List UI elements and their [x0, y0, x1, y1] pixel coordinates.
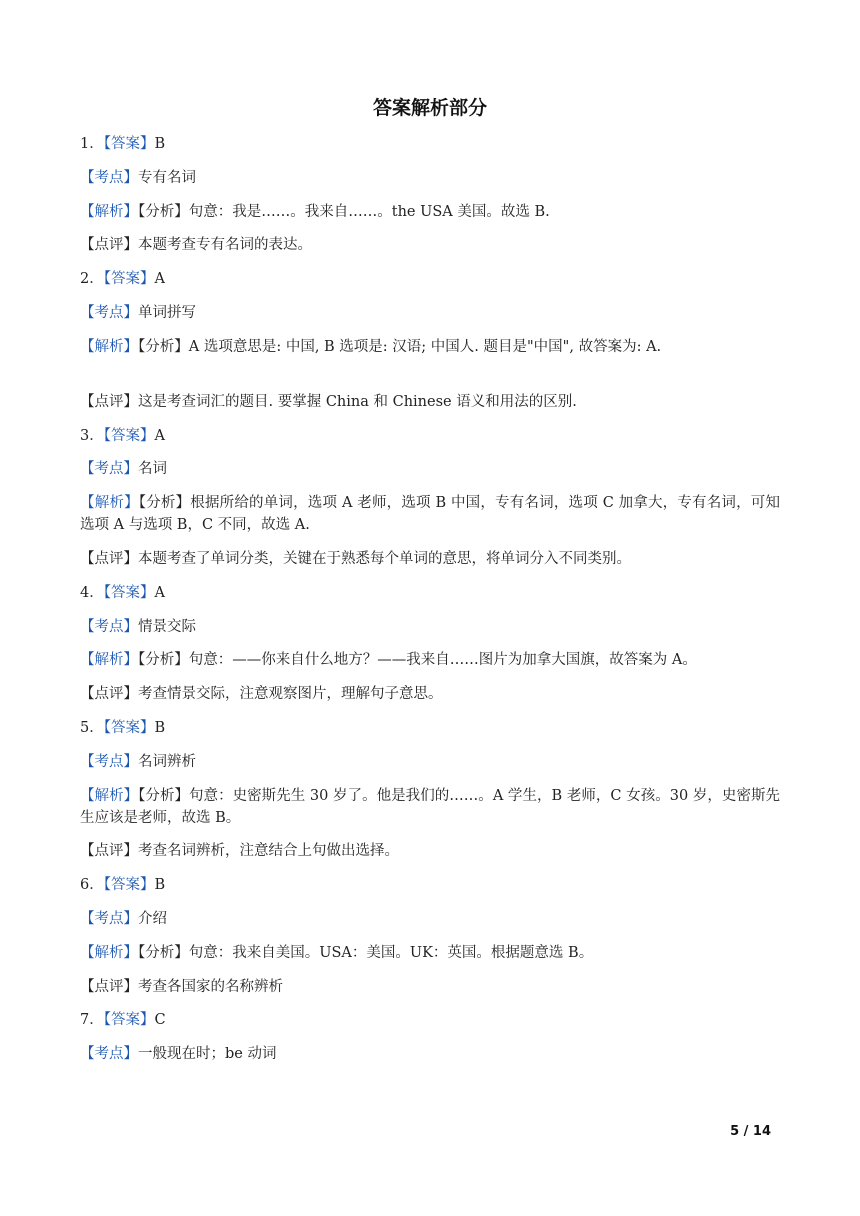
- answer-tag: 【答案】: [103, 584, 155, 601]
- answer-value: B: [154, 719, 166, 736]
- jiexi-text: 【分析】句意：我是……。我来自……。the USA 美国。故选 B.: [138, 203, 550, 220]
- kaodian-tag: 【考点】: [80, 618, 138, 635]
- answer-tag: 【答案】: [103, 1012, 155, 1029]
- answer-tag: 【答案】: [103, 719, 155, 736]
- kaodian-line: [80, 751, 780, 773]
- dianping-line: 【点评】本题考查专有名词的表达。: [80, 237, 312, 254]
- jiexi-line: [80, 649, 780, 671]
- kaodian-tag: 【考点】: [80, 910, 138, 927]
- jiexi-line: [80, 785, 780, 829]
- jiexi-text: 【分析】根据所给的单词，选项 A 老师，选项 B 中国，专有名词，选项 C 加拿大，专有名词，可知选项 A 与选项 B，C 不同，故选 A.: [80, 495, 780, 534]
- kaodian-text: 单词拼写: [138, 304, 196, 321]
- jiexi-line: [80, 942, 780, 964]
- kaodian-line: [80, 302, 780, 324]
- kaodian-tag: 【考点】: [80, 461, 138, 478]
- jiexi-tag: 【解析】: [80, 652, 138, 669]
- jiexi-line: [80, 201, 780, 223]
- answer-tag: 【答案】: [103, 427, 155, 444]
- kaodian-text: 介绍: [138, 910, 167, 927]
- kaodian-line: [80, 458, 780, 480]
- kaodian-tag: 【考点】: [80, 753, 138, 770]
- answer-tag: 【答案】: [103, 271, 155, 288]
- jiexi-line: [80, 336, 780, 358]
- kaodian-text: 名词: [138, 461, 167, 478]
- answer-list: [80, 133, 780, 1077]
- dianping-line: 【点评】本题考查了单词分类，关键在于熟悉每个单词的意思，将单词分入不同类别。: [80, 550, 631, 567]
- answer-tag: 【答案】: [103, 877, 155, 894]
- answer-value: A: [154, 271, 165, 288]
- answer-line: [80, 268, 780, 290]
- jiexi-tag: 【解析】: [80, 787, 139, 804]
- question-number: 5．: [80, 719, 104, 736]
- jiexi-line: [80, 492, 780, 536]
- answer-line: [80, 133, 780, 155]
- question-number: 1．: [80, 136, 104, 152]
- answer-line: [80, 425, 780, 447]
- answer-value: B: [154, 877, 166, 894]
- kaodian-tag: 【考点】: [80, 169, 138, 186]
- jiexi-text: 【分析】句意：我来自美国。USA：美国。UK：英国。根据题意选 B。: [138, 944, 594, 961]
- question-number: 4．: [80, 584, 104, 601]
- jiexi-tag: 【解析】: [80, 203, 138, 220]
- answer-line: [80, 874, 780, 896]
- kaodian-tag: 【考点】: [80, 304, 138, 321]
- kaodian-line: [80, 167, 780, 189]
- dianping-line: 【点评】考查各国家的名称辨析: [80, 978, 283, 995]
- jiexi-text: 【分析】A 选项意思是: 中国, B 选项是: 汉语; 中国人. 题目是"中国", 故答案为: A.: [138, 338, 662, 355]
- question-number: 3．: [80, 427, 104, 444]
- question-number: 6．: [80, 877, 104, 894]
- answer-value: C: [154, 1012, 166, 1029]
- answer-line: [80, 717, 780, 739]
- page-title: 答案解析部分: [372, 97, 487, 119]
- jiexi-tag: 【解析】: [80, 495, 139, 512]
- kaodian-tag: 【考点】: [80, 1046, 138, 1063]
- question-number: 7．: [80, 1012, 104, 1029]
- jiexi-tag: 【解析】: [80, 338, 138, 355]
- dianping-line: 【点评】考查名词辨析，注意结合上句做出选择。: [80, 843, 399, 860]
- jiexi-text: 【分析】句意：史密斯先生 30 岁了。他是我们的……。A 学生，B 老师，C 女孩。30 岁，史密斯先生应该是老师，故选 B。: [80, 787, 781, 826]
- dianping-line: 【点评】考查情景交际，注意观察图片，理解句子意思。: [80, 686, 443, 703]
- question-number: 2．: [80, 271, 104, 288]
- kaodian-text: 情景交际: [138, 618, 196, 635]
- answer-value: B: [154, 136, 166, 152]
- page-number: 5 / 14: [730, 1124, 771, 1139]
- kaodian-line: [80, 1043, 780, 1065]
- kaodian-text: 专有名词: [138, 169, 196, 186]
- answer-value: A: [154, 427, 165, 444]
- jiexi-text: 【分析】句意：——你来自什么地方？——我来自……图片为加拿大国旗，故答案为 A。: [138, 652, 697, 669]
- answer-line: [80, 1009, 780, 1031]
- kaodian-line: [80, 908, 780, 930]
- answer-line: [80, 582, 780, 604]
- kaodian-line: [80, 616, 780, 638]
- answer-tag: 【答案】: [103, 136, 155, 152]
- jiexi-tag: 【解析】: [80, 944, 138, 961]
- kaodian-text: 名词辨析: [138, 753, 196, 770]
- dianping-line: 【点评】这是考查词汇的题目. 要掌握 China 和 Chinese 语义和用法的区别.: [80, 393, 577, 410]
- kaodian-text: 一般现在时；be 动词: [138, 1046, 277, 1063]
- answer-value: A: [154, 584, 165, 601]
